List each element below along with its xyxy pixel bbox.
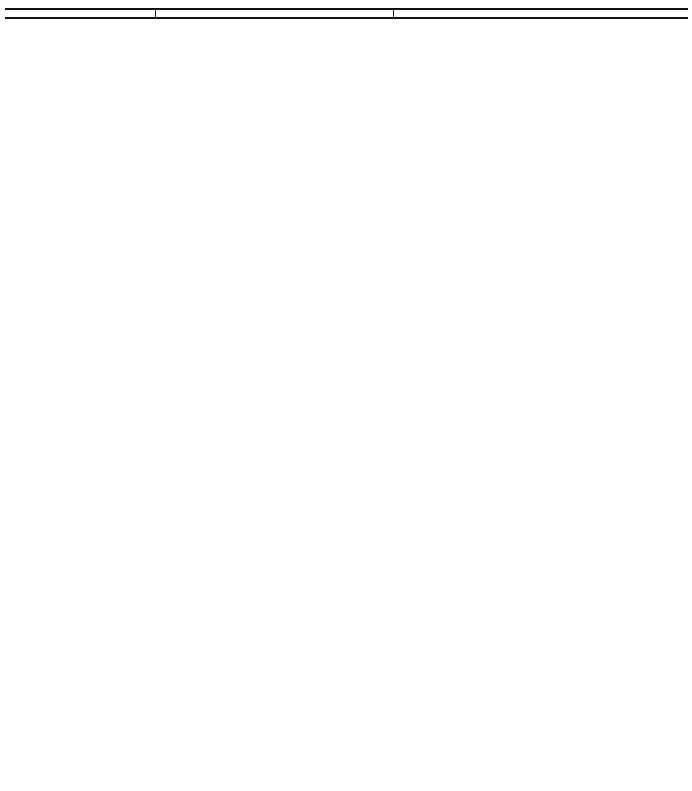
diagnosis-table: [5, 8, 688, 19]
header-symptom: [5, 9, 155, 18]
header-repair-order: [393, 9, 688, 18]
diagnosis-table-wrapper: [5, 8, 688, 19]
header-row: [5, 9, 688, 18]
table-header: [5, 9, 688, 18]
header-possible-causes: [155, 9, 393, 18]
